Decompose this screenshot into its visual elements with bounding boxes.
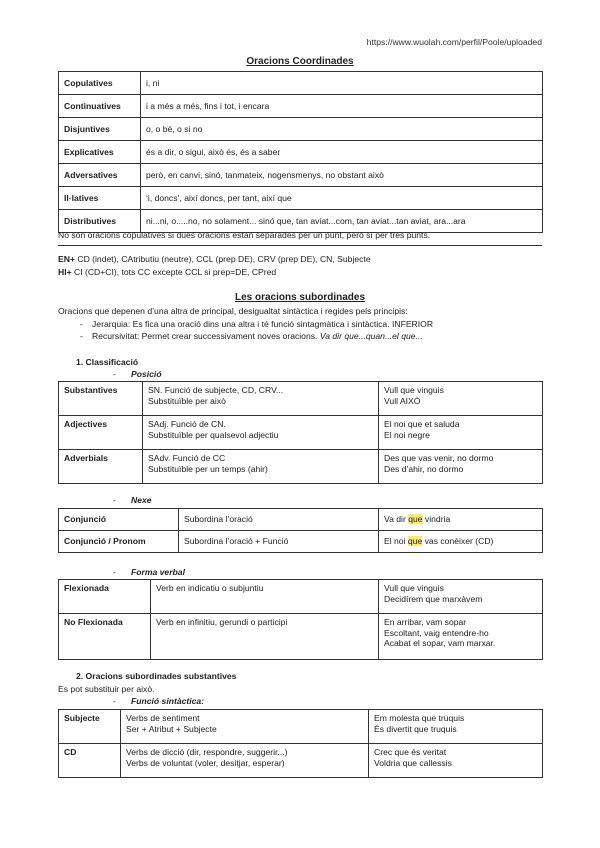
example-line: El noi negre — [384, 429, 430, 440]
row-label: Adjectives — [59, 416, 143, 450]
row-label: Conjunció — [59, 509, 179, 531]
row-desc: Subordina l’oració + Funció — [179, 531, 379, 553]
example-line: Crec que és veritat — [374, 747, 447, 757]
example-line: Decidírem que marxàvem — [384, 593, 483, 604]
row-label: Conjunció / Pronom — [59, 531, 179, 553]
example-line: Escoltant, vaig entendre-ho — [384, 627, 489, 638]
funcio-heading: - Funció sintàctica: — [113, 696, 205, 706]
example-line: En arribar, vam sopar — [384, 617, 467, 627]
bullet-text: Jerarquia: Es fica una oració dins una altra i té funció sintagmàtica i sintàctica. INFERIOR — [92, 319, 434, 329]
desc-line: Verbs de sentiment — [126, 713, 200, 723]
sub-title: Les oracions subordinades — [234, 292, 366, 303]
en-line — [58, 254, 371, 265]
table-row — [59, 509, 543, 531]
row-label: Disjuntives — [59, 118, 141, 141]
desc-line: Substituïble per això — [148, 395, 226, 406]
en-label: EN+ — [58, 254, 75, 264]
nexe-table — [58, 508, 543, 553]
row-desc: Verb en infinitiu, gerundi o participi — [151, 614, 379, 660]
row-label: Adversatives — [59, 164, 141, 187]
desc-line: Substituïble per un temps (ahir) — [148, 463, 268, 474]
row-desc — [143, 382, 379, 416]
row-label: CD — [59, 744, 121, 778]
example-line: Vull que vinguis — [384, 385, 444, 395]
desc-line: SN. Funció de subjecte, CD, CRV... — [148, 385, 284, 395]
row-example — [379, 531, 543, 553]
coord-note: No són oracions copulatives si dues oracions estan separades per un punt, però sí per tres punts. — [58, 230, 431, 240]
table-row — [59, 614, 543, 660]
example-line: Des que vas venir, no dormo — [384, 453, 494, 463]
row-desc — [121, 744, 369, 778]
example-pre: Va dir — [384, 514, 409, 525]
table-row — [59, 450, 543, 484]
row-desc — [121, 710, 369, 744]
section-1-heading: 1. Classificació — [76, 357, 139, 367]
row-value: però, en canvi, sinó, tanmateix, nogensmenys, no obstant això — [141, 164, 543, 187]
example-pre: El noi — [384, 536, 408, 547]
posicio-heading: - Posició — [113, 369, 162, 379]
example-line: Voldria que callessis — [374, 757, 452, 768]
row-label: Subjecte — [59, 710, 121, 744]
desc-line: SAdv. Funció de CC — [148, 453, 226, 463]
row-desc — [143, 450, 379, 484]
row-desc: Verb en indicatiu o subjuntiu — [151, 580, 379, 614]
row-label: Continuatives — [59, 95, 141, 118]
bullet-item: - Jerarquia: Es fica una oració dins una altra i té funció sintagmàtica i sintàctica. INFERIOR — [80, 319, 434, 329]
source-url: https://www.wuolah.com/perfil/Poole/uploaded — [366, 37, 542, 47]
coord-title: Oracions Coordinades — [246, 56, 354, 67]
table-row — [59, 531, 543, 553]
example-line: Des d’ahir, no dormo — [384, 463, 464, 474]
hi-text: CI (CD+CI), tots CC excepte CCL si prep=DE, CPred — [71, 267, 277, 277]
en-text: CD (indet), CAtributiu (neutre), CCL (prep DE), CRV (prep DE), CN, Subjecte — [74, 254, 371, 264]
row-label: Distributives — [59, 210, 141, 233]
bullet-item: - Recursivitat: Permet crear successivament noves oracions. Va dir que...quan...el que... — [80, 331, 423, 341]
hi-label: HI+ — [58, 267, 72, 277]
example-post: vas conèixer (CD) — [422, 536, 494, 547]
forma-heading: - Forma verbal — [113, 567, 185, 577]
highlighted-nexe: que — [408, 514, 423, 525]
table-row — [59, 118, 543, 141]
row-desc: Subordina l’oració — [179, 509, 379, 531]
row-example — [369, 744, 543, 778]
row-example — [379, 382, 543, 416]
row-value: i, ni — [141, 72, 543, 95]
forma-heading-text: Forma verbal — [131, 567, 185, 577]
bullet-extra: Va dir que...quan...el que... — [319, 331, 423, 341]
divider — [58, 245, 542, 246]
table-row — [59, 382, 543, 416]
row-label: Explicatives — [59, 141, 141, 164]
table-row — [59, 710, 543, 744]
row-example — [379, 580, 543, 614]
row-value: ni...ni, o.....no, no solament... sinó que, tan aviat...com, tan aviat...tan aviat, ara...ara — [141, 210, 543, 233]
posicio-table — [58, 381, 543, 484]
row-desc — [143, 416, 379, 450]
row-value: o, o bé, o si no — [141, 118, 543, 141]
row-example — [379, 450, 543, 484]
posicio-heading-text: Posició — [131, 369, 162, 379]
row-label: Substantives — [59, 382, 143, 416]
highlighted-nexe: que — [407, 536, 423, 547]
desc-line: Ser + Atribut + Subjecte — [126, 723, 217, 734]
row-example — [379, 509, 543, 531]
row-label: No Flexionada — [59, 614, 151, 660]
row-value: i a més a més, fins i tot, i encara — [141, 95, 543, 118]
nexe-heading-text: Nexe — [131, 495, 152, 505]
row-label: Adverbials — [59, 450, 143, 484]
row-label: Copulatives — [59, 72, 141, 95]
example-line: És divertit que truquis — [374, 723, 457, 734]
row-value: ‘i, doncs’, així doncs, per tant, així que — [141, 187, 543, 210]
example-line: Vull AIXÒ — [384, 395, 421, 406]
section-2-heading: 2. Oracions subordinades substantives — [76, 671, 237, 681]
forma-table — [58, 579, 543, 660]
table-row — [59, 95, 543, 118]
desc-line: Verbs de dicció (dir, respondre, suggerir...) — [126, 747, 288, 757]
table-row — [59, 187, 543, 210]
example-line: Acabat el sopar, vam marxar. — [384, 638, 496, 649]
example-line: Vull que vinguis — [384, 583, 444, 593]
row-example — [379, 416, 543, 450]
coord-table — [58, 71, 543, 233]
desc-line: Substituïble per qualsevol adjectiu — [148, 429, 279, 440]
desc-line: SAdj. Funció de CN. — [148, 419, 226, 429]
nexe-heading: - Nexe — [113, 495, 152, 505]
row-example — [369, 710, 543, 744]
table-row — [59, 744, 543, 778]
row-example — [379, 614, 543, 660]
table-row — [59, 416, 543, 450]
funcio-heading-text: Funció sintàctica: — [131, 696, 205, 706]
funcio-table — [58, 709, 543, 778]
sub-intro: Oracions que depenen d’una altra de principal, desigualtat sintàctica i regides pels principis: — [58, 306, 408, 316]
table-row — [59, 141, 543, 164]
bullet-text: Recursivitat: Permet crear successivament noves oracions. — [92, 331, 320, 341]
row-value: és a dir, o sigui, això és, és a saber — [141, 141, 543, 164]
row-label: Il·latives — [59, 187, 141, 210]
row-label: Flexionada — [59, 580, 151, 614]
example-line: Em molesta que truquis — [374, 713, 465, 723]
table-row — [59, 72, 543, 95]
desc-line: Verbs de voluntat (voler, desitjar, esperar) — [126, 757, 285, 768]
substituir-note: Es pot substituir per això. — [58, 684, 155, 694]
table-row — [59, 580, 543, 614]
example-post: vindria — [422, 514, 451, 525]
example-line: El noi que et saluda — [384, 419, 460, 429]
table-row — [59, 164, 543, 187]
hi-line — [58, 267, 276, 278]
